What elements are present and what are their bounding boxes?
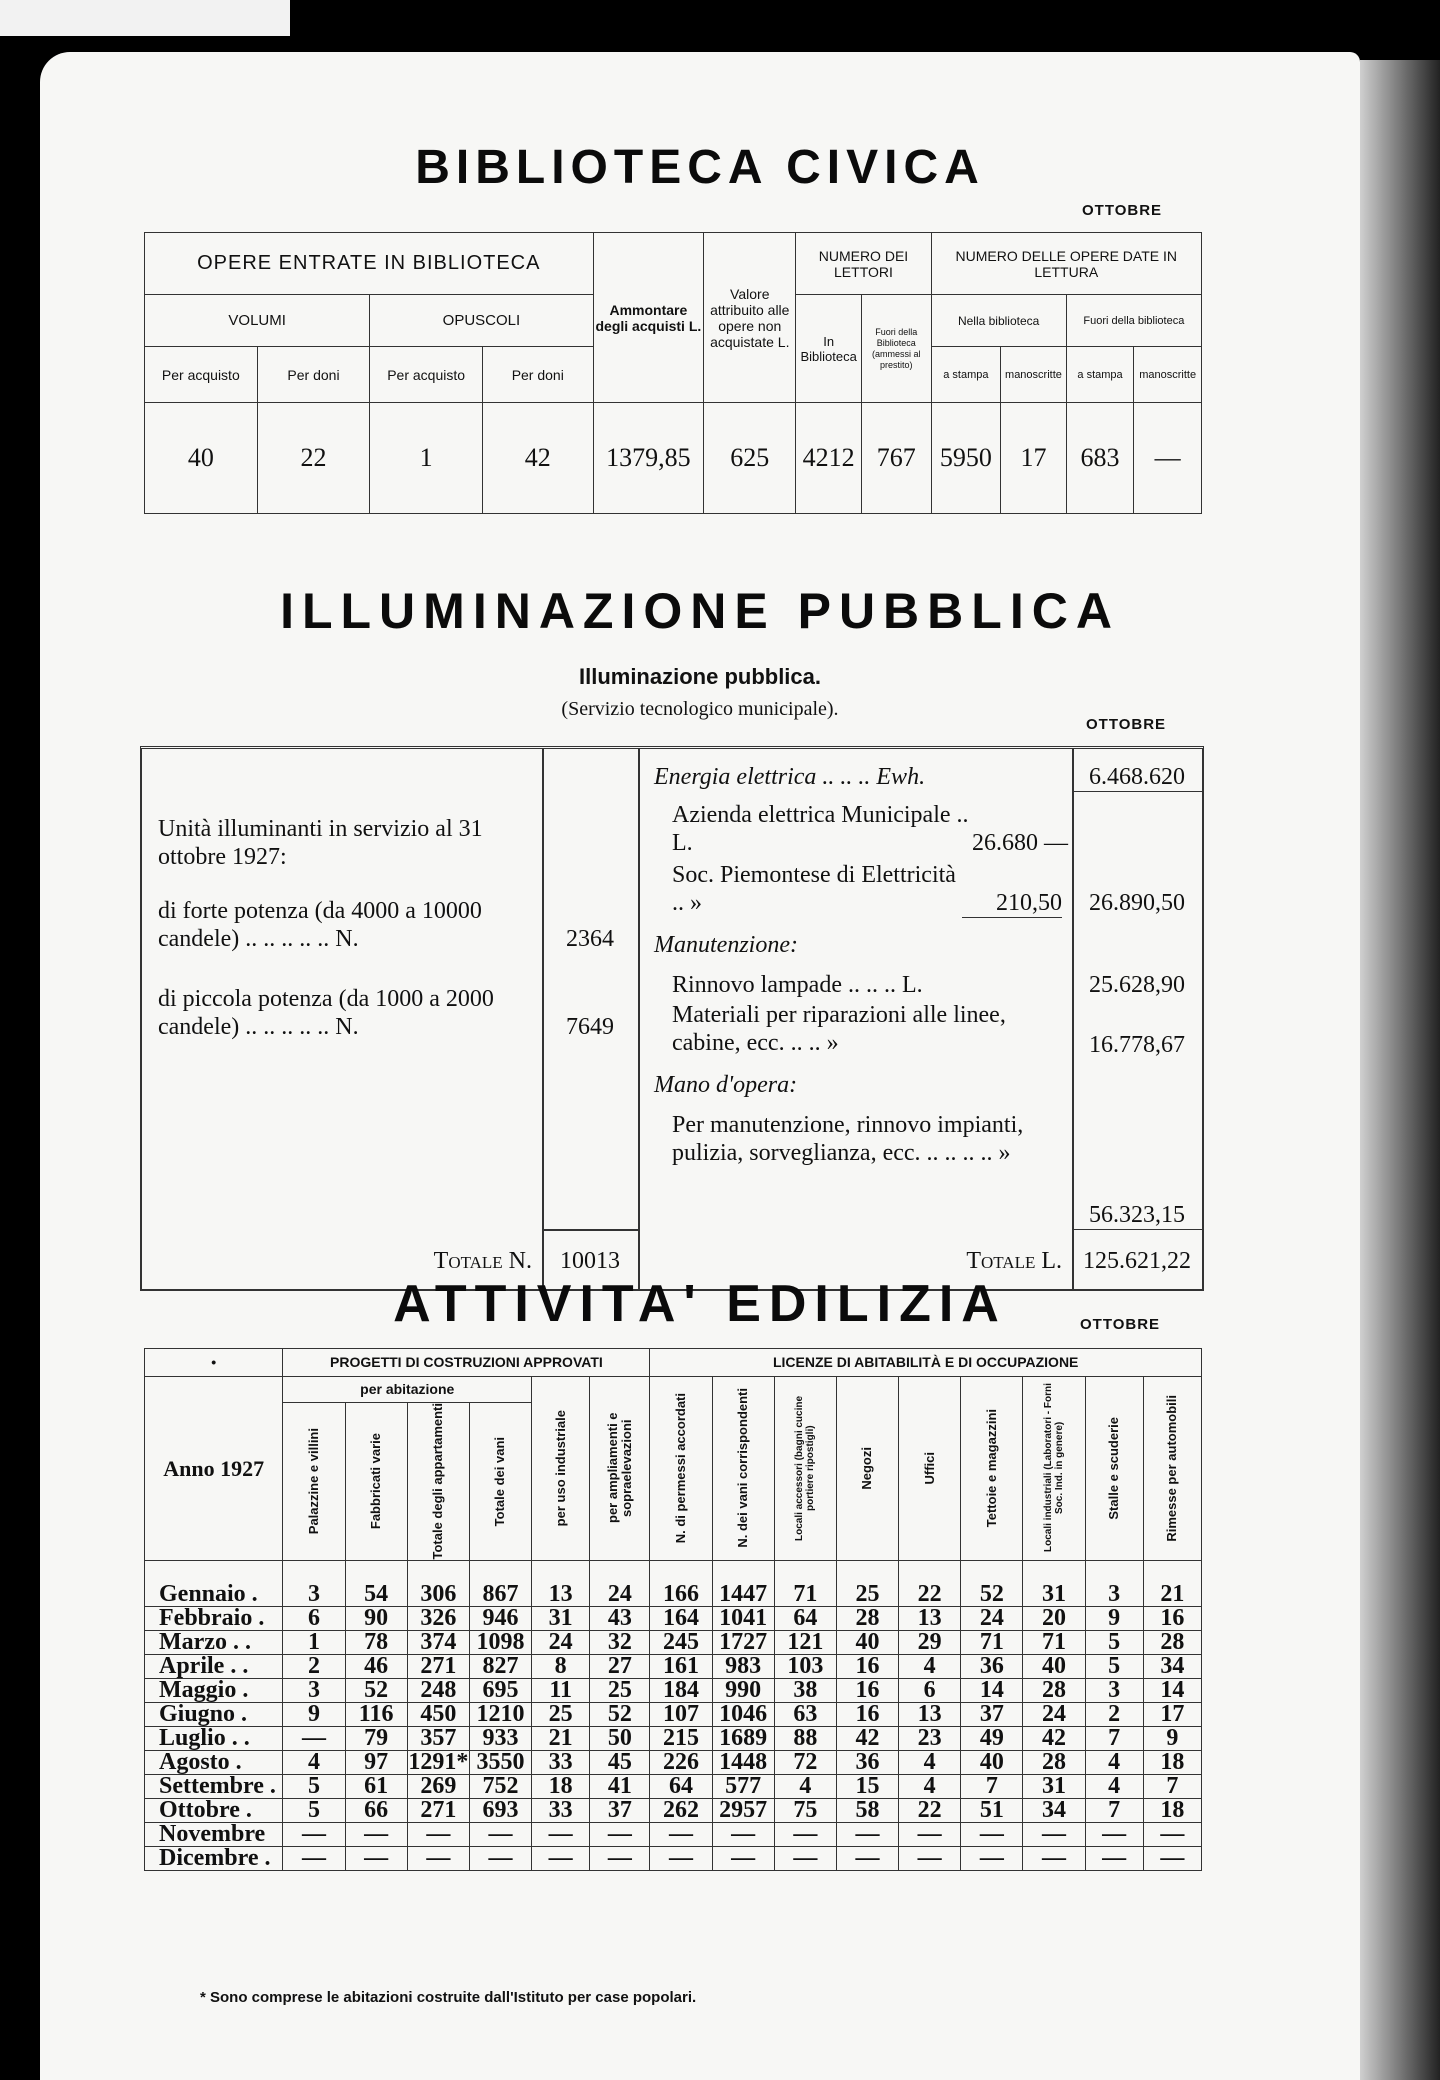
edilizia-cell: 16 — [1143, 1606, 1201, 1630]
edilizia-cell: 827 — [469, 1654, 531, 1678]
edilizia-body — [145, 1560, 1202, 1870]
edilizia-row — [145, 1846, 1202, 1870]
hdr-in-biblioteca: In Biblioteca — [796, 295, 862, 403]
illuminazione-subtitle: Illuminazione pubblica. — [578, 664, 822, 689]
edilizia-cell: 215 — [650, 1726, 712, 1750]
edilizia-cell: 3 — [283, 1560, 345, 1606]
edilizia-cell: 46 — [345, 1654, 407, 1678]
illuminazione-table — [140, 746, 1204, 1291]
totale-l-label: Totale L. — [966, 1248, 1062, 1274]
val-fuori-stampa: 683 — [1066, 403, 1134, 514]
hdr-fuori-stampa: a stampa — [1066, 347, 1134, 403]
val-fuori-manoscritte: — — [1134, 403, 1202, 514]
edilizia-cell: 1210 — [469, 1702, 531, 1726]
edilizia-cell: 2957 — [712, 1798, 774, 1822]
edilizia-cell: 33 — [532, 1798, 590, 1822]
edilizia-cell: 49 — [961, 1726, 1023, 1750]
edilizia-cell: 40 — [961, 1750, 1023, 1774]
edilizia-cell: 1448 — [712, 1750, 774, 1774]
rinnovo-value: 25.628,90 — [1089, 972, 1185, 998]
azienda-value: 26.680 — — [972, 830, 1068, 856]
edilizia-cell: 14 — [961, 1678, 1023, 1702]
edilizia-cell: — — [961, 1846, 1023, 1870]
edi-col-1: Fabbricati varie — [368, 1433, 384, 1530]
edilizia-note: * Sono comprese le abitazioni costruite dall'Istituto per case popolari. — [200, 1989, 697, 2006]
edilizia-cell: 34 — [1023, 1798, 1085, 1822]
edilizia-cell: 28 — [1023, 1678, 1085, 1702]
edi-group-licenze: LICENZE DI ABITABILITÀ E DI OCCUPAZIONE — [650, 1349, 1202, 1377]
edilizia-cell: 24 — [961, 1606, 1023, 1630]
edilizia-cell: 66 — [345, 1798, 407, 1822]
edilizia-cell: 97 — [345, 1750, 407, 1774]
edilizia-cell: 121 — [774, 1630, 836, 1654]
edilizia-cell: 17 — [1143, 1702, 1201, 1726]
edilizia-cell: — — [836, 1822, 898, 1846]
edilizia-cell: — — [469, 1822, 531, 1846]
edilizia-cell: 52 — [590, 1702, 650, 1726]
edilizia-cell: 1447 — [712, 1560, 774, 1606]
edilizia-row — [145, 1750, 1202, 1774]
val-vol-doni: 22 — [257, 403, 370, 514]
edilizia-cell: 25 — [836, 1560, 898, 1606]
energia-label: Energia elettrica .. .. .. Ewh. — [654, 764, 926, 790]
edilizia-cell: 25 — [590, 1678, 650, 1702]
edilizia-cell: — — [1023, 1822, 1085, 1846]
edilizia-cell: 4 — [1085, 1774, 1143, 1798]
edilizia-cell: 42 — [836, 1726, 898, 1750]
edilizia-cell: — — [836, 1846, 898, 1870]
edilizia-cell: 13 — [532, 1560, 590, 1606]
edilizia-cell: 61 — [345, 1774, 407, 1798]
edi-col-6: N. di permessi accordati — [672, 1393, 688, 1544]
edilizia-cell: 4 — [899, 1750, 961, 1774]
edilizia-month-name: Giugno . — [145, 1702, 283, 1726]
edilizia-cell: 33 — [532, 1750, 590, 1774]
totale-l-value: 125.621,22 — [1083, 1248, 1191, 1274]
edilizia-cell: 6 — [899, 1678, 961, 1702]
edilizia-cell: 4 — [899, 1654, 961, 1678]
edilizia-row — [145, 1630, 1202, 1654]
edilizia-cell: 1689 — [712, 1726, 774, 1750]
edilizia-cell: — — [1143, 1822, 1201, 1846]
edilizia-month-name: Novembre — [145, 1822, 283, 1846]
edilizia-cell: — — [774, 1846, 836, 1870]
edilizia-cell: 1098 — [469, 1630, 531, 1654]
edilizia-cell: 990 — [712, 1678, 774, 1702]
edilizia-cell: 18 — [532, 1774, 590, 1798]
edilizia-cell: 16 — [836, 1702, 898, 1726]
edilizia-cell: 161 — [650, 1654, 712, 1678]
val-nella-stampa: 5950 — [931, 403, 1001, 514]
edilizia-row — [145, 1726, 1202, 1750]
hdr-vol-doni: Per doni — [257, 347, 370, 403]
edilizia-cell: 72 — [774, 1750, 836, 1774]
edilizia-cell: — — [345, 1846, 407, 1870]
hdr-numero-lettori: NUMERO DEI LETTORI — [796, 233, 931, 295]
edilizia-month-name: Settembre . — [145, 1774, 283, 1798]
edilizia-cell: 63 — [774, 1702, 836, 1726]
edilizia-cell: 271 — [407, 1798, 469, 1822]
edilizia-cell: 28 — [1143, 1630, 1201, 1654]
manutenzione-label: Manutenzione: — [654, 932, 798, 958]
edilizia-cell: 32 — [590, 1630, 650, 1654]
edilizia-cell: 4 — [1085, 1750, 1143, 1774]
edilizia-cell: 867 — [469, 1560, 531, 1606]
edilizia-row — [145, 1702, 1202, 1726]
edilizia-cell: 4 — [283, 1750, 345, 1774]
edilizia-cell: — — [1143, 1846, 1201, 1870]
biblioteca-title: BIBLIOTECA CIVICA — [415, 141, 985, 194]
edilizia-month-name: Febbraio . — [145, 1606, 283, 1630]
edilizia-cell: 11 — [532, 1678, 590, 1702]
forte-label: di forte potenza (da 4000 a 10000 candele) .. .. .. .. .. N. — [158, 898, 482, 952]
edi-col-8: Locali accessori (bagni cucine portiere ripostigli) — [794, 1395, 817, 1541]
hdr-opuscoli: OPUSCOLI — [370, 295, 593, 347]
edilizia-cell: — — [283, 1726, 345, 1750]
edilizia-row — [145, 1606, 1202, 1630]
edilizia-cell: 28 — [1023, 1750, 1085, 1774]
edilizia-cell: 43 — [590, 1606, 650, 1630]
hdr-fuori-manoscritte: manoscritte — [1134, 347, 1202, 403]
edilizia-cell: 7 — [1085, 1798, 1143, 1822]
edilizia-cell: 7 — [961, 1774, 1023, 1798]
edilizia-cell: 37 — [961, 1702, 1023, 1726]
edilizia-cell: 5 — [283, 1798, 345, 1822]
hdr-vol-acquisto: Per acquisto — [145, 347, 258, 403]
edilizia-cell: 164 — [650, 1606, 712, 1630]
edilizia-cell: 1291* — [408, 1748, 469, 1775]
edilizia-month-name: Marzo . . — [145, 1630, 283, 1654]
edilizia-month-name: Ottobre . — [145, 1798, 283, 1822]
edilizia-cell: — — [650, 1822, 712, 1846]
edilizia-cell: 1727 — [712, 1630, 774, 1654]
biblioteca-month: OTTOBRE — [1082, 202, 1163, 219]
edilizia-cell: 695 — [469, 1678, 531, 1702]
hdr-opu-doni: Per doni — [482, 347, 593, 403]
edilizia-cell: 326 — [407, 1606, 469, 1630]
edilizia-cell: 31 — [532, 1606, 590, 1630]
edi-col-14: Rimesse per automobili — [1164, 1394, 1180, 1542]
edilizia-cell: — — [961, 1822, 1023, 1846]
edilizia-cell: 13 — [899, 1702, 961, 1726]
hdr-valore: Valore attribuito alle opere non acquistate L. — [704, 233, 796, 403]
edilizia-cell: 9 — [283, 1702, 345, 1726]
hdr-nella-stampa: a stampa — [931, 347, 1001, 403]
per-man-value: 56.323,15 — [1072, 1201, 1202, 1230]
edilizia-row — [145, 1654, 1202, 1678]
edilizia-cell: 18 — [1143, 1750, 1201, 1774]
edilizia-cell: 107 — [650, 1702, 712, 1726]
edilizia-cell: 1046 — [712, 1702, 774, 1726]
soc-label: Soc. Piemontese di Elettricità .. » — [672, 862, 956, 916]
edilizia-cell: 27 — [590, 1654, 650, 1678]
val-lettori-in: 4212 — [796, 403, 862, 514]
edilizia-cell: 78 — [345, 1630, 407, 1654]
edilizia-cell: 24 — [590, 1560, 650, 1606]
edilizia-month-name: Aprile . . — [145, 1654, 283, 1678]
illuminazione-source: (Servizio tecnologico municipale). — [561, 698, 839, 720]
edilizia-cell: 2 — [283, 1654, 345, 1678]
edilizia-cell: 8 — [532, 1654, 590, 1678]
edilizia-cell: 5 — [1085, 1630, 1143, 1654]
edilizia-cell: — — [532, 1846, 590, 1870]
edilizia-cell: 28 — [836, 1606, 898, 1630]
edilizia-cell: 357 — [407, 1726, 469, 1750]
hdr-nella-biblioteca: Nella biblioteca — [931, 295, 1066, 347]
edilizia-cell: 116 — [345, 1702, 407, 1726]
edilizia-cell: 16 — [836, 1654, 898, 1678]
edilizia-cell: 31 — [1023, 1774, 1085, 1798]
edilizia-cell: 24 — [1023, 1702, 1085, 1726]
edilizia-cell: — — [407, 1846, 469, 1870]
edilizia-cell: 37 — [590, 1798, 650, 1822]
edilizia-cell: — — [532, 1822, 590, 1846]
edilizia-cell: 64 — [774, 1606, 836, 1630]
edilizia-cell: 14 — [1143, 1678, 1201, 1702]
edi-col-10: Uffici — [921, 1452, 937, 1485]
edilizia-row — [145, 1560, 1202, 1606]
edilizia-table — [144, 1348, 1202, 1871]
edilizia-cell: 52 — [961, 1560, 1023, 1606]
edilizia-cell: 5 — [1085, 1654, 1143, 1678]
edilizia-cell: 248 — [407, 1678, 469, 1702]
edilizia-cell: 271 — [407, 1654, 469, 1678]
edilizia-cell: 3550 — [469, 1750, 531, 1774]
val-nella-manoscritte: 17 — [1001, 403, 1067, 514]
edilizia-cell: 262 — [650, 1798, 712, 1822]
edilizia-cell: 75 — [774, 1798, 836, 1822]
edilizia-cell: — — [650, 1846, 712, 1870]
edilizia-cell: — — [1085, 1822, 1143, 1846]
edilizia-cell: 693 — [469, 1798, 531, 1822]
edilizia-cell: 79 — [345, 1726, 407, 1750]
edi-col-2: Totale degli appartamenti — [430, 1403, 446, 1560]
edilizia-cell: 18 — [1143, 1798, 1201, 1822]
hdr-opu-acquisto: Per acquisto — [370, 347, 483, 403]
edilizia-cell: — — [1023, 1846, 1085, 1870]
edilizia-cell: 71 — [1023, 1630, 1085, 1654]
hdr-volumi: VOLUMI — [145, 295, 370, 347]
edilizia-cell: 1041 — [712, 1606, 774, 1630]
edilizia-cell: 752 — [469, 1774, 531, 1798]
edilizia-cell: 51 — [961, 1798, 1023, 1822]
edilizia-cell: 226 — [650, 1750, 712, 1774]
hdr-fuori-biblioteca: Fuori della Biblioteca (ammessi al prestito) — [861, 295, 931, 403]
edi-col-11: Tettoie e magazzini — [983, 1409, 999, 1528]
edilizia-cell: 88 — [774, 1726, 836, 1750]
edilizia-cell: 450 — [407, 1702, 469, 1726]
edilizia-cell: 52 — [345, 1678, 407, 1702]
edilizia-cell: 36 — [961, 1654, 1023, 1678]
edi-per-abitazione: per abitazione — [283, 1377, 532, 1403]
edi-group-progetti: PROGETTI DI COSTRUZIONI APPROVATI — [283, 1349, 650, 1377]
edilizia-cell: — — [712, 1846, 774, 1870]
edilizia-cell: 4 — [899, 1774, 961, 1798]
hdr-numero-opere: NUMERO DELLE OPERE DATE IN LETTURA — [931, 233, 1201, 295]
edilizia-cell: 2 — [1085, 1702, 1143, 1726]
mano-label: Mano d'opera: — [654, 1072, 798, 1098]
edilizia-cell: — — [469, 1846, 531, 1870]
materiali-label: Materiali per riparazioni alle linee, cabine, ecc. .. .. » — [672, 1002, 1006, 1056]
piccola-value: 7649 — [566, 1014, 614, 1040]
edilizia-cell: — — [774, 1822, 836, 1846]
val-valore: 625 — [704, 403, 796, 514]
top-strip — [0, 0, 290, 36]
rinnovo-label: Rinnovo lampade .. .. .. L. — [672, 972, 923, 998]
edilizia-cell: 50 — [590, 1726, 650, 1750]
edilizia-cell: — — [899, 1822, 961, 1846]
totale-n-value: 10013 — [560, 1248, 620, 1274]
edi-col-13: Stalle e scuderie — [1106, 1416, 1122, 1520]
edilizia-cell: 7 — [1085, 1726, 1143, 1750]
edilizia-cell: 45 — [590, 1750, 650, 1774]
val-opu-doni: 42 — [482, 403, 593, 514]
edilizia-cell: 71 — [774, 1560, 836, 1606]
edilizia-row — [145, 1798, 1202, 1822]
edilizia-cell: 42 — [1023, 1726, 1085, 1750]
val-lettori-fuori: 767 — [861, 403, 931, 514]
edilizia-row — [145, 1774, 1202, 1798]
edi-col-3: Totale dei vani — [492, 1436, 508, 1526]
val-ammontare: 1379,85 — [593, 403, 704, 514]
edilizia-cell: 1 — [283, 1630, 345, 1654]
edilizia-cell: 3 — [1085, 1678, 1143, 1702]
edilizia-cell: 374 — [407, 1630, 469, 1654]
edilizia-month-name: Gennaio . — [145, 1560, 283, 1606]
edilizia-month: OTTOBRE — [1080, 1316, 1161, 1333]
illuminazione-month: OTTOBRE — [1086, 716, 1167, 733]
forte-value: 2364 — [566, 926, 614, 952]
edilizia-title: ATTIVITA' EDILIZIA — [393, 1275, 1007, 1333]
edilizia-cell: 306 — [407, 1560, 469, 1606]
edilizia-cell: 64 — [650, 1774, 712, 1798]
edilizia-cell: 933 — [469, 1726, 531, 1750]
edi-col-7: N. dei vani corrispondenti — [735, 1388, 751, 1549]
val-opu-acquisto: 1 — [370, 403, 483, 514]
edilizia-cell: 16 — [836, 1678, 898, 1702]
edilizia-cell: 9 — [1085, 1606, 1143, 1630]
hdr-ammontare: Ammontare degli acquisti L. — [593, 233, 704, 403]
edilizia-cell: — — [345, 1822, 407, 1846]
edilizia-month-name: Agosto . — [145, 1750, 283, 1774]
edilizia-cell: — — [407, 1822, 469, 1846]
edilizia-cell: 20 — [1023, 1606, 1085, 1630]
edilizia-cell: 31 — [1023, 1560, 1085, 1606]
edi-col-12: Locali industriali (Laboratori - Forni Soc. Ind. in genere) — [1043, 1383, 1065, 1553]
edilizia-cell: 41 — [590, 1774, 650, 1798]
edi-bullet: • — [145, 1349, 283, 1377]
hdr-fuori-della-biblioteca: Fuori della biblioteca — [1066, 295, 1201, 347]
edi-anno: Anno 1927 — [145, 1377, 283, 1561]
unita-label: Unità illuminanti in servizio al 31 ottobre 1927: — [158, 816, 483, 870]
edilizia-cell: — — [590, 1846, 650, 1870]
book-edge — [1360, 60, 1440, 2080]
edilizia-cell: 22 — [899, 1560, 961, 1606]
edilizia-cell: 54 — [345, 1560, 407, 1606]
edilizia-month-name: Dicembre . — [145, 1846, 283, 1870]
edilizia-cell: 269 — [407, 1774, 469, 1798]
edilizia-row — [145, 1678, 1202, 1702]
edilizia-cell: 36 — [836, 1750, 898, 1774]
edilizia-cell: 71 — [961, 1630, 1023, 1654]
edilizia-cell: 21 — [1143, 1560, 1201, 1606]
edi-col-9: Negozi — [859, 1446, 875, 1490]
val-vol-acquisto: 40 — [145, 403, 258, 514]
per-man-label: Per manutenzione, rinnovo impianti, pulizia, sorveglianza, ecc. .. .. .. .. » — [672, 1112, 1024, 1166]
edilizia-cell: 25 — [532, 1702, 590, 1726]
edilizia-cell: 58 — [836, 1798, 898, 1822]
edilizia-cell: 983 — [712, 1654, 774, 1678]
edilizia-cell: 24 — [532, 1630, 590, 1654]
energia-lire-value: 26.890,50 — [1089, 890, 1185, 916]
edi-col-0: Palazzine e villini — [305, 1428, 321, 1535]
piccola-label: di piccola potenza (da 1000 a 2000 candele) .. .. .. .. .. N. — [158, 986, 494, 1040]
edilizia-cell: — — [712, 1822, 774, 1846]
totale-n-label: Totale N. — [433, 1248, 532, 1274]
edilizia-cell: 166 — [650, 1560, 712, 1606]
edilizia-cell: 40 — [1023, 1654, 1085, 1678]
edilizia-cell: 577 — [712, 1774, 774, 1798]
edilizia-cell: — — [590, 1822, 650, 1846]
materiali-value: 16.778,67 — [1089, 1032, 1185, 1058]
edilizia-cell: 6 — [283, 1606, 345, 1630]
hdr-nella-manoscritte: manoscritte — [1001, 347, 1067, 403]
edilizia-cell: 245 — [650, 1630, 712, 1654]
azienda-label: Azienda elettrica Municipale .. L. — [672, 802, 969, 856]
edilizia-row — [145, 1822, 1202, 1846]
edilizia-cell: 29 — [899, 1630, 961, 1654]
energia-value: 6.468.620 — [1072, 763, 1202, 792]
scanned-page — [40, 52, 1360, 2080]
edilizia-cell: 13 — [899, 1606, 961, 1630]
edilizia-cell: 90 — [345, 1606, 407, 1630]
edilizia-cell: 3 — [1085, 1560, 1143, 1606]
edilizia-cell: 3 — [283, 1678, 345, 1702]
edilizia-cell: 22 — [899, 1798, 961, 1822]
edilizia-cell: 38 — [774, 1678, 836, 1702]
edilizia-cell: 21 — [532, 1726, 590, 1750]
edilizia-cell: 23 — [899, 1726, 961, 1750]
edilizia-cell: 103 — [774, 1654, 836, 1678]
edilizia-cell: — — [283, 1822, 345, 1846]
biblioteca-table — [144, 232, 1202, 514]
hdr-opere: OPERE ENTRATE IN BIBLIOTECA — [145, 233, 594, 295]
edilizia-cell: 946 — [469, 1606, 531, 1630]
edilizia-cell: 184 — [650, 1678, 712, 1702]
edilizia-cell: 15 — [836, 1774, 898, 1798]
edilizia-cell: 4 — [774, 1774, 836, 1798]
edilizia-cell: — — [899, 1846, 961, 1870]
edilizia-month-name: Maggio . — [145, 1678, 283, 1702]
edi-col-5: per ampliamenti e sopraelevazioni — [604, 1412, 634, 1524]
edilizia-cell: — — [1085, 1846, 1143, 1870]
edilizia-cell: 5 — [283, 1774, 345, 1798]
edilizia-cell: 7 — [1143, 1774, 1201, 1798]
edilizia-cell: — — [283, 1846, 345, 1870]
edilizia-cell: 40 — [836, 1630, 898, 1654]
edi-col-4: per uso industriale — [552, 1410, 568, 1527]
edilizia-month-name: Luglio . . — [145, 1726, 283, 1750]
edilizia-cell: 9 — [1143, 1726, 1201, 1750]
illuminazione-title: ILLUMINAZIONE PUBBLICA — [280, 583, 1120, 639]
soc-value: 210,50 — [962, 889, 1062, 918]
edilizia-cell: 34 — [1143, 1654, 1201, 1678]
